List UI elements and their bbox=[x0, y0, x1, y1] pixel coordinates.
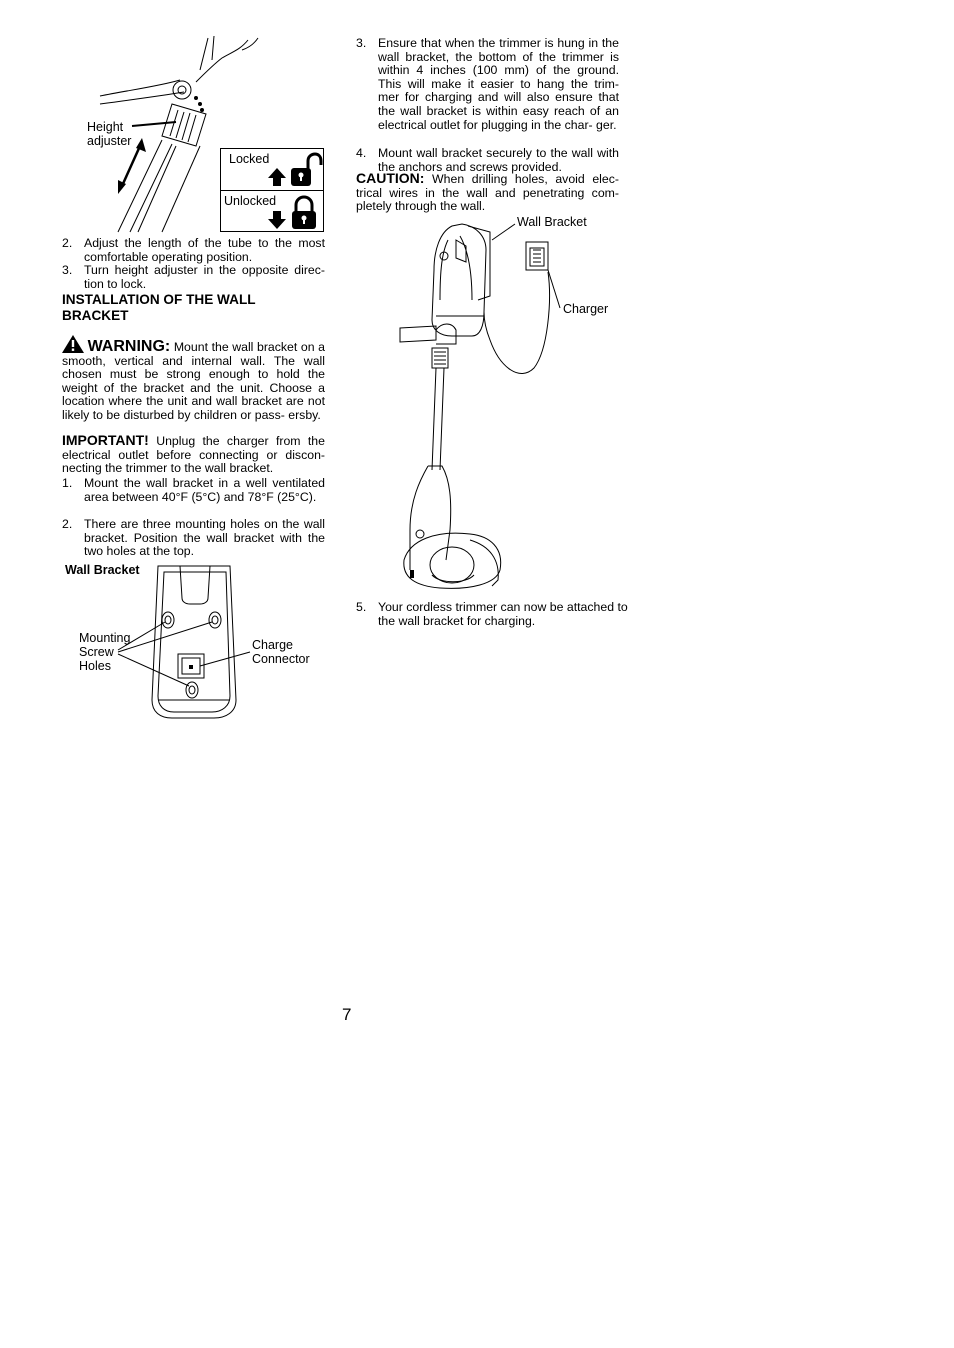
list-item: 3. Ensure that when the trimmer is hung in the wall bracket, the bottom of the trimmer is within 4 inches (100 mm) of the ground. This will make it easier to hang the trim- mer for charging and will also ensure that the wall bracket is within easy reach of an electrical outlet for plugging in the char- ger. bbox=[356, 36, 619, 132]
mounting-screw-holes-label: Mounting Screw Holes bbox=[79, 631, 131, 673]
unlocked-label: Unlocked bbox=[224, 194, 277, 208]
warning-text: Mount the wall bracket on a smooth, vertical and internal wall. The wall chosen must be strong enough to hold the weight of the bracket and the unit. Choose a location where the unit and wall bracket are not likely to be disturbed by children or pass- ersby. bbox=[62, 340, 325, 422]
wall-bracket-callout: Wall Bracket bbox=[517, 215, 587, 229]
section-title: INSTALLATION OF THE WALL BRACKET bbox=[62, 292, 256, 323]
warning-label: WARNING: bbox=[87, 338, 171, 355]
locked-label: Locked bbox=[229, 152, 270, 166]
list-item: 4. Mount wall bracket securely to the wall with the anchors and screws provided. bbox=[356, 146, 619, 174]
height-adjuster-label: Height adjuster bbox=[87, 120, 132, 148]
caution-label: CAUTION: bbox=[356, 170, 425, 186]
trimmer-illustration bbox=[0, 0, 954, 600]
important-label: IMPORTANT! bbox=[62, 432, 149, 448]
wall-bracket-title: Wall Bracket bbox=[65, 563, 140, 577]
charge-connector-label: Charge Connector bbox=[252, 638, 310, 666]
page-number: 7 bbox=[342, 1005, 352, 1024]
caution-text: When drilling holes, avoid elec- trical wires in the wall and penetrating com- pletely through the wall. bbox=[356, 172, 619, 214]
list-item: 2. There are three mounting holes on the wall bracket. Position the wall bracket with the two holes at the top. bbox=[62, 517, 325, 559]
important-text: Unplug the charger from the electrical outlet before connecting or discon- necting the trimmer to the wall bracket. bbox=[62, 434, 325, 476]
charger-callout: Charger bbox=[563, 302, 609, 316]
list-item: 1. Mount the wall bracket in a well ventilated area between 40°F (5°C) and 78°F (25°C). bbox=[62, 476, 325, 504]
list-item: 5. Your cordless trimmer can now be attached to the wall bracket for charging. bbox=[356, 600, 628, 628]
list-item: 3. Turn height adjuster in the opposite direc- tion to lock. bbox=[62, 263, 325, 291]
list-item: 2. Adjust the length of the tube to the most comfortable operating position. bbox=[62, 236, 325, 264]
